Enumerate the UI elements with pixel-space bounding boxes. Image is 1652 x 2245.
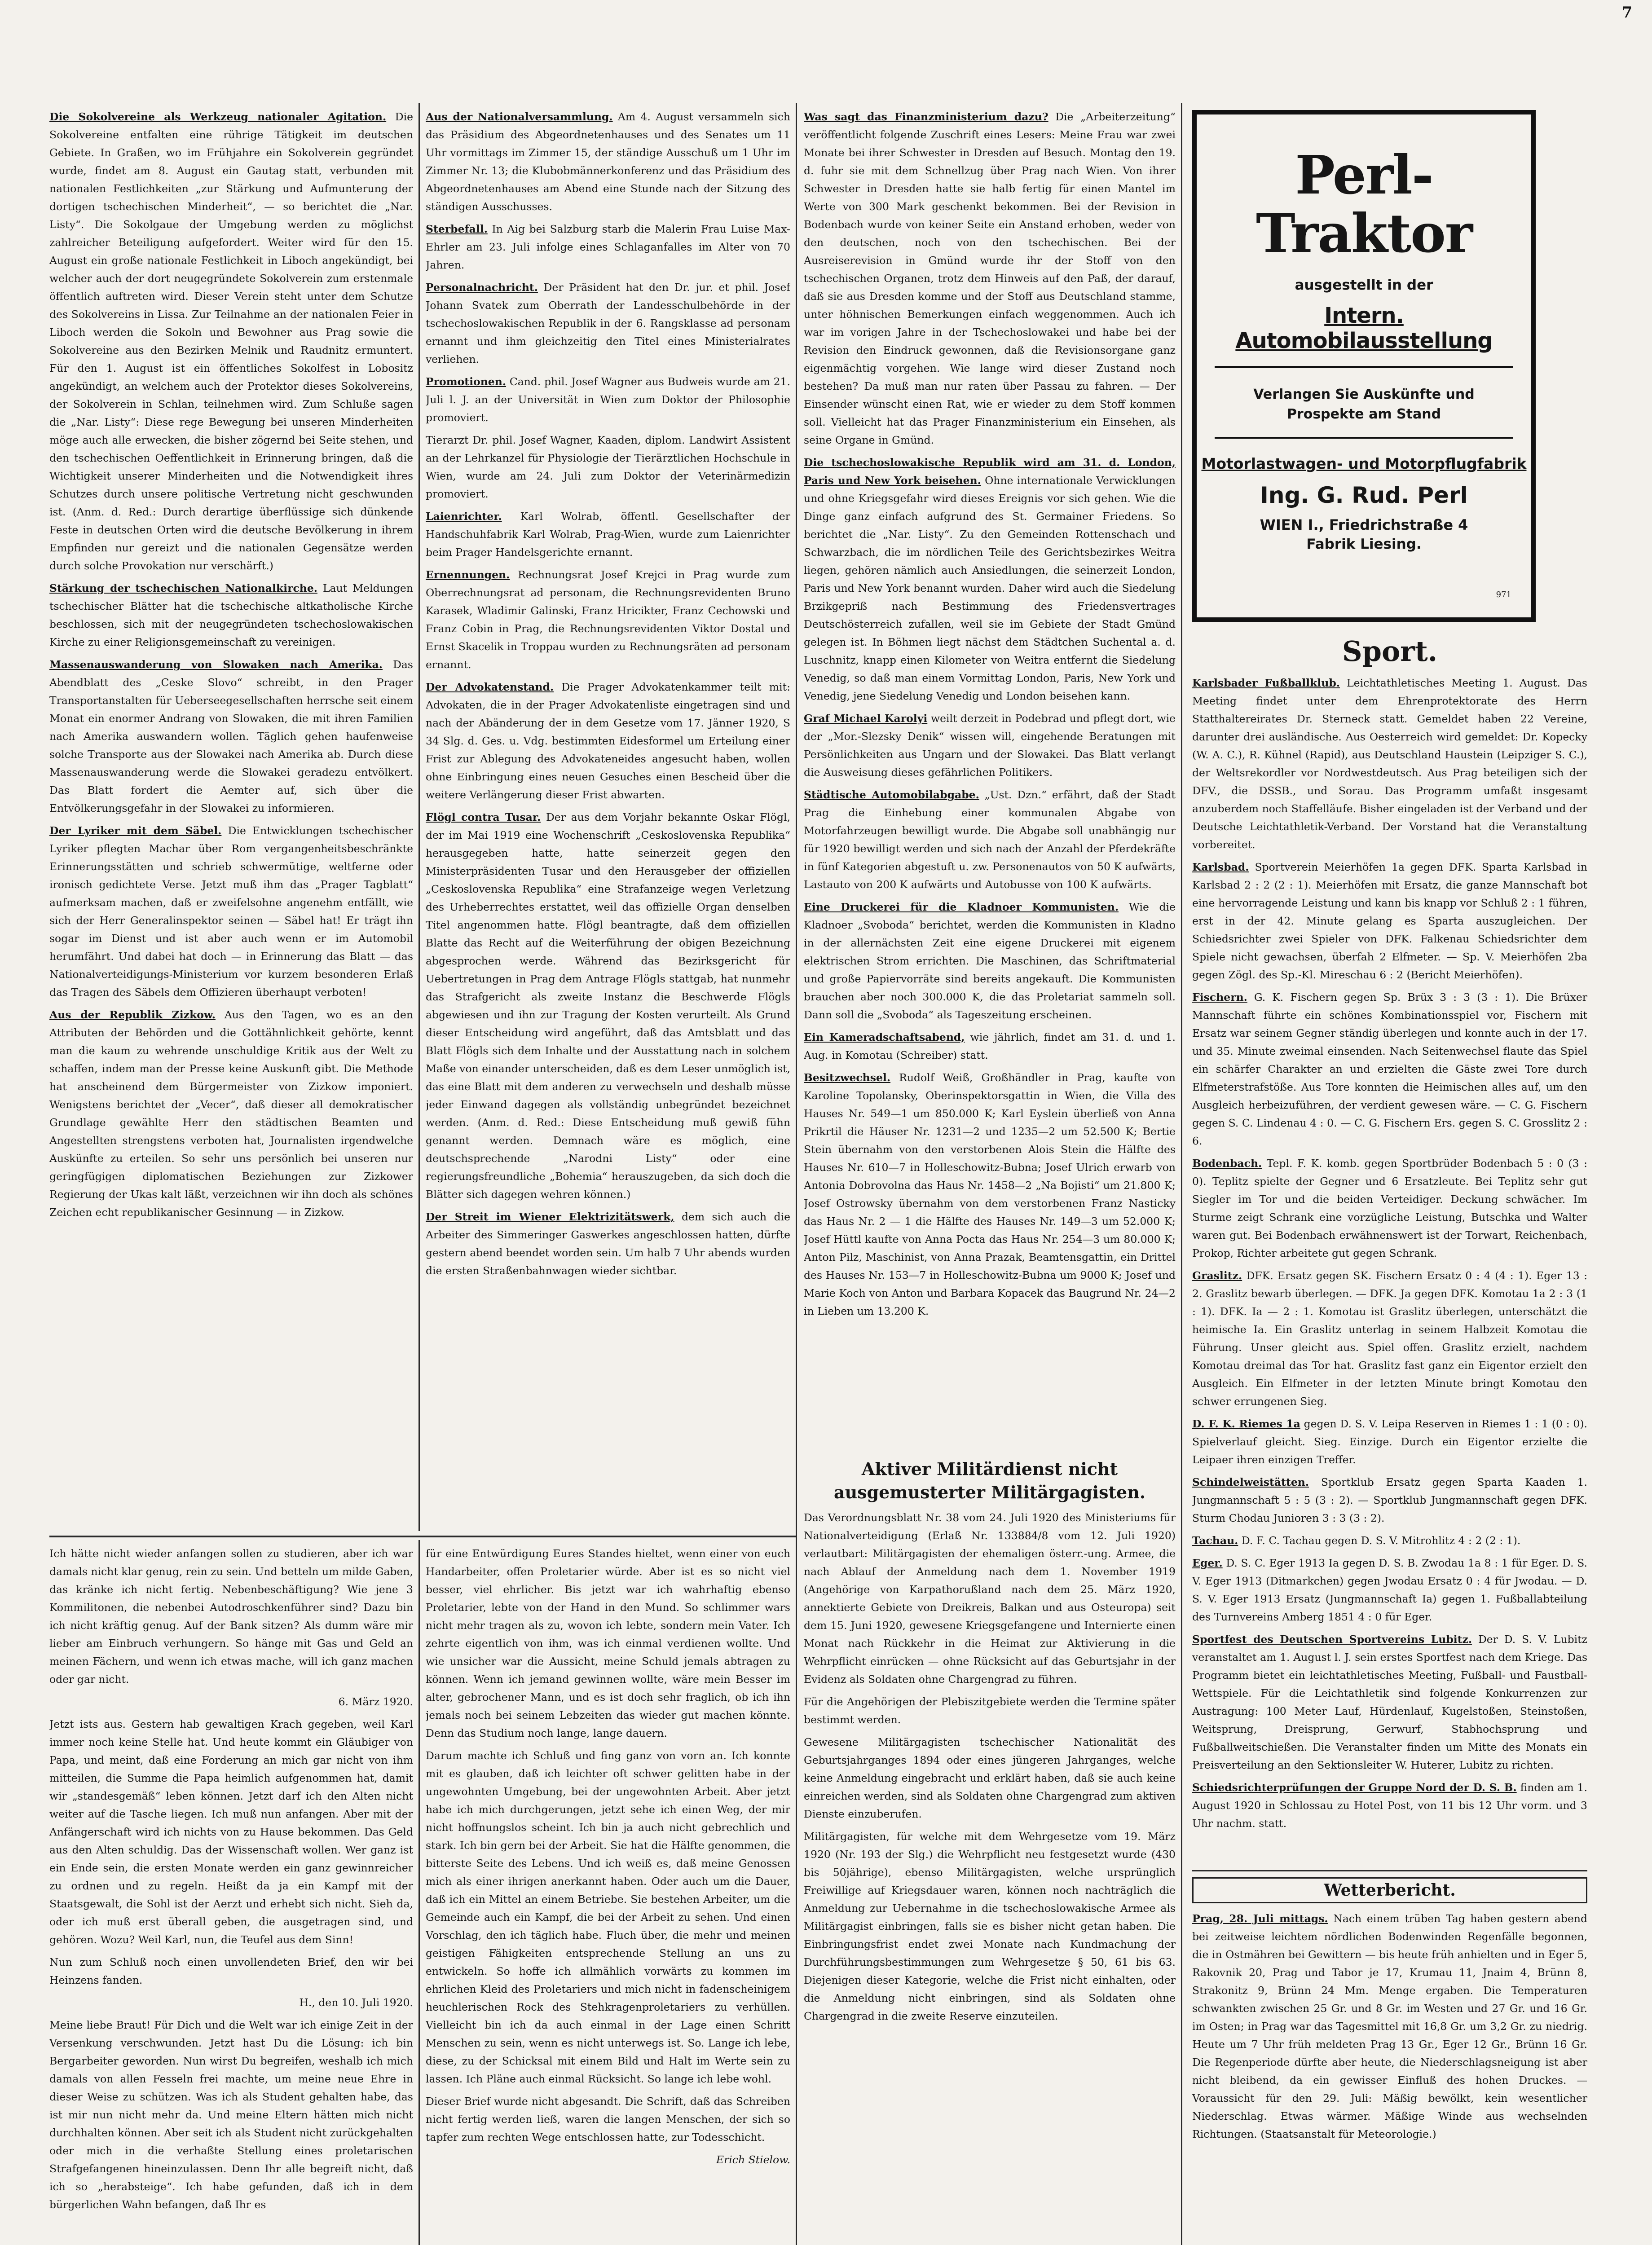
article-text: Rechnungsrat Josef Krejci in Prag wurde zum Oberrechnungsrat ad personam, die Rechnungsrevidenten Bruno Karasek, Wladimir Galinski, Franz Hricikter, Franz Cechowski und Franz Cobin in Prag, die Rechnungsrevidenten Viktor Dostal und Ernst Skacelik in Troppau wurden zu Rechnungsräten ad personam ernannt.	[426, 568, 790, 671]
article-text: D. S. C. Eger 1913 Ia gegen D. S. B. Zwodau 1a 8 : 1 für Eger. D. S. V. Eger 1913 (Ditmarkchen) gegen Jwodau Ersatz 0 : 4 für Jwodau. — D. S. V. Eger 1913 Ersatz (Jungmannschaft Ia) gegen 1. Fußballabteilung des Turnvereins Amberg 1851 4 : 0 für Eger.	[1192, 1557, 1587, 1623]
article-paragraph	[49, 1693, 413, 1711]
article-paragraph	[426, 1545, 790, 1742]
column-rule	[1181, 103, 1182, 2245]
article-paragraph	[804, 1028, 1176, 1064]
article-headline: Sportfest des Deutschen Sportvereins Lubitz.	[1192, 1633, 1472, 1646]
ad-divider	[1215, 437, 1513, 439]
article-text: wie jährlich, findet am 31. d. und 1. Aug. in Komotau (Schreiber) statt.	[804, 1031, 1176, 1061]
column-1	[49, 108, 413, 1531]
article-headline: Laienrichter.	[426, 510, 502, 523]
article-headline: Karlsbad.	[1192, 861, 1249, 873]
article-text: Rudolf Weiß, Großhändler in Prag, kaufte von Karoline Topolansky, Oberinspektorsgattin in Wien, die Villa des Hauses Nr. 549—1 um 850.000 K; Karl Eyslein überließ von Anna Prikrtil die Häuser Nr. 1231—2 und 1235—2 um 52.500 K; Bertie Stein übernahm von den verstorbenen Alois Stein die Hälfte des Hauses Nr. 610—7 in Holleschowitz-Bubna; Josef Ulrich erwarb von Antonia Dobrovolna das Haus Nr. 1458—2 „Na Bojisti“ um 21.800 K; Josef Ostrowsky übernahm von dem verstorbenen Franz Nasticky das Haus Nr. 2 — 1 die Hälfte des Hauses Nr. 149—3 um 52.000 K; Josef Hüttl kaufte von Anna Pocta das Haus Nr. 254—3 um 80.000 K; Anton Pilz, Maschinist, von Anna Prazak, Beamtensgattin, ein Drittel des Hauses Nr. 153—7 in Holleschowitz-Bubna um 9000 K; Josef und Marie Koch von Anton und Barbara Kopacek das Baugrund Nr. 24—2 in Lieben um 13.200 K.	[804, 1071, 1176, 1317]
article-paragraph	[426, 2092, 790, 2146]
page-number: 7	[1621, 4, 1632, 22]
article-text: dem sich auch die Arbeiter des Simmeringer Gaswerkes angeschlossen hatten, dürfte gestern abend beendet worden sein. Um halb 7 Uhr abends wurden die ersten Straßenbahnwagen wieder sichtbar.	[426, 1211, 790, 1277]
article-text: Die „Arbeiterzeitung“ veröffentlicht folgende Zuschrift eines Lesers: Meine Frau war zwei Monate bei ihrer Schwester in Dresden auf Besuch. Montag den 19. d. fuhr sie mit dem Schnellzug über Prag nach Wien. Von ihrer Schwester in Dresden hatte sie halb fertig für einen Mantel im Werte von 300 Mark geschenkt bekommen. Bei der Revision in Bodenbach wurde von keiner Seite ein Anstand erhoben, weder von den deutschen, noch von den tschechischen. Bei der Ausreiserevision in Gmünd wurde ihr der Stoff von den tschechischen Organen, trotz dem Hinweis auf den Paß, der darauf, daß sie aus Dresden komme und der Stoff aus Deutschland stamme, unter höhnischen Bemerkungen einfach weggenommen. Auch ich war im vorigen Jahre in der Tschechoslowakei und habe bei der Revision den Eindruck gewonnen, daß die Revisionsorgane ganz eigenmächtig vorgehen. Wie lange wird dieser Zustand noch bestehen? Da muß man nur raten über Passau zu fahren. — Der Einsender wünscht einen Rat, wie er wieder zu dem Stoff kommen soll. Vielleicht hat das Prager Finanzministerium ein Einsehen, als seine Organe in Gmünd.	[804, 110, 1176, 446]
article-paragraph	[49, 1715, 413, 1949]
article-text: Wie die Kladnoer „Svoboda“ berichtet, werden die Kommunisten in Kladno in der allernächsten Zeit eine eigene Druckerei mit eigenem elektrischen Strom errichten. Die Maschinen, das Schriftmaterial und große Papiervorräte sind bereits angekauft. Die Kommunisten brauchen aber noch 300.000 K, die das Proletariat sammeln soll. Dann soll die „Svoboda“ als Tageszeitung erscheinen.	[804, 901, 1176, 1021]
article-paragraph	[1192, 1415, 1587, 1469]
article-headline: Tachau.	[1192, 1534, 1238, 1547]
article-headline: Was sagt das Finanzministerium dazu?	[804, 110, 1048, 123]
article-text: „Ust. Dzn.“ erfährt, daß der Stadt Prag die Einhebung einer kommunalen Abgabe von Motorfahrzeugen bewilligt wurde. Die Abgabe soll unabhängig nur für 1920 bewilligt werden und sich nach der Anzahl der Pferdekräfte in fünf Kategorien abgestuft u. zw. Personenautos von 50 K aufwärts, Lastauto von 200 K aufwärts und Autobusse von 100 K aufwärts.	[804, 788, 1176, 891]
article-headline: Aus der Republik Zizkow.	[49, 1008, 216, 1021]
article-headline: Fischern.	[1192, 991, 1247, 1004]
article-text: Die Entwicklungen tschechischer Lyriker pflegten Machar über Rom vergangenheitsbeschränkte Erinnerungsstätten und schrieb schwermütige, weltferne oder ironisch gedichtete Verse. Jetzt muß ihm das „Prager Tagblatt“ aufmerksam machen, daß er zweifelsohne angenehm entfällt, wie sich der Herr Generalinspektor seinen — Säbel hat! Er trägt ihn sogar im Dienst und ist aber auch wenn er im Automobil herumfährt. Und dabei hat doch — in Erinnerung das Blatt — das Nationalverteidigungs-Ministerium vor kurzem besonderen Erlaß das Tragen des Säbels dem Offizieren überhaupt verboten!	[49, 824, 413, 999]
article-paragraph	[804, 108, 1176, 449]
ad-divider	[1215, 366, 1513, 368]
article-text: Die Prager Advokatenkammer teilt mit: Advokaten, die in der Prager Advokatenliste eingetragen sind und nach der Abänderung der in dem Gesetze vom 17. Jänner 1920, S 34 Slg. d. Ges. u. Vdg. bestimmten Eidesformel um Erteilung einer Frist zur Ablegung des Advokateneides angesucht haben, wollen ohne Einbringung eines neuen Gesuches einen Bescheid über die weitere Verlängerung dieser Frist abwarten.	[426, 681, 790, 801]
article-paragraph	[1192, 1532, 1587, 1549]
article-text: Militärgagisten, für welche mit dem Wehrgesetze vom 19. März 1920 (Nr. 193 der Slg.) die Wehrpflicht neu festgesetzt wurde (430 bis 50jährige), ebenso Militärgagisten, welche ursprünglich Freiwillige auf Kriegsdauer waren, können noch nachträglich die Anmeldung zur Uebernahme in die tschechoslowakische Armee als Militärgagist einbringen, falls sie es bisher nicht getan haben. Die Einbringungsfrist endet zwei Monate nach Kundmachung der Durchführungsbestimmungen zum Wehrgesetze § 50, 61 bis 63. Diejenigen dieser Kategorie, welche die Frist nicht einhalten, oder die Anmeldung nicht einbringen, sind als Soldaten ohne Chargengrad in die zweite Reserve einzuteilen.	[804, 1830, 1176, 2022]
ad-title: Perl-Traktor	[1256, 144, 1472, 264]
article-headline: Städtische Automobilabgabe.	[804, 788, 979, 801]
article-headline: Prag, 28. Juli mittags.	[1192, 1912, 1328, 1925]
article-paragraph	[49, 1994, 413, 2012]
article-paragraph	[49, 1006, 413, 1221]
ad-factory-location: Fabrik Liesing.	[1306, 536, 1422, 552]
section-heading: Sport.	[1342, 635, 1438, 668]
article-headline: Karlsbader Fußballklub.	[1192, 677, 1340, 689]
feuilleton-column-2	[426, 1545, 790, 2245]
article-headline: Ernennungen.	[426, 568, 510, 581]
article-paragraph	[426, 507, 790, 561]
article-headline: Die tschechoslowakische Republik wird am 31. d. London, Paris und New York beisehen.	[804, 456, 1176, 487]
article-headline: Eine Druckerei für die Kladnoer Kommunisten.	[804, 901, 1119, 913]
article-headline: Eger.	[1192, 1557, 1223, 1569]
section-heading: Wetterbericht.	[1192, 1877, 1587, 1903]
article-text: Tierarzt Dr. phil. Josef Wagner, Kaaden, diplom. Landwirt Assistent an der Lehrkanzel für Physiologie der Tierärztlichen Hochschule in Wien, wurde am 24. Juli zum Doktor der Veterinärmedizin promoviert.	[426, 434, 790, 500]
ad-request-line-2: Prospekte am Stand	[1286, 406, 1441, 422]
article-paragraph	[426, 278, 790, 368]
ad-firm-name: Ing. G. Rud. Perl	[1260, 482, 1468, 508]
article-text: DFK. Ersatz gegen SK. Fischern Ersatz 0 : 4 (4 : 1). Eger 13 : 2. Graslitz bewarb überlegen. — DFK. Ja gegen DFK. Komotau 1a 2 : 3 (1 : 1). DFK. Ia — 2 : 1. Komotau ist Graslitz überlegen, unterschätzt die heimische Ia. Ein Graslitz unterlag in seinem Halbzeit Komotau die Führung. Unser gleicht aus. Spiel offen. Graslitz erzielt, nachdem Komotau dreimal das Tor hat. Graslitz fast ganz ein Eigentor erzielt den Ausgleich. Ein Elfmeter in der letzten Minute bringt Komotau den schwer errungenen Sieg.	[1192, 1269, 1587, 1408]
article-headline: Schindelweistätten.	[1192, 1476, 1309, 1488]
weather-column	[1192, 1875, 1587, 2245]
section-rule	[49, 1536, 797, 1537]
article-headline: Der Advokatenstand.	[426, 681, 554, 693]
article-text: Darum machte ich Schluß und fing ganz von vorn an. Ich konnte mit es glauben, daß ich leichter oft schwer gelitten habe in der ungewohnten Umgebung, bei der ungewohnten Arbeit. Aber jetzt habe ich mich durchgerungen, jetzt sehe ich einen Weg, der mir nicht hoffnungslos scheint. Ich bin ja auch nicht gebrechlich und stark. Ich bin gern bei der Arbeit. Sie hat die Hälfte genommen, die bitterste Seite des Lebens. Und ich weiß es, daß meine Genossen mich als einer ihrigen anerkannt haben. Oder auch um die Dauer, daß ich ein Mittel an einem Betriebe. Sie bestehen Arbeiter, um die Gemeinde auch ein Kampf, die bei der Arbeit zu sehen. Und einen Vorschlag, den ich täglich habe. Fluch über, die mehr und meinen geistigen Fähigkeiten entsprechende Stellung an uns zu entwickeln. So hoffe ich allmählich vorwärts zu kommen im ehrlichen Kleid des Proletariers und mich nicht in fadenscheinigem heuchlerischen Rock des Stehkragenproletariers zu verhüllen. Vielleicht bin ich da auch einmal in der Lage einen Schritt Menschen zu sein, wenn es nicht unterwegs ist. So. Lange ich lebe, diese, zu der Schicksal mit einem Bild und Halt im Werte sein zu lassen. Ich Pläne auch einmal Rücksicht. So lange ich lebe wohl.	[426, 1749, 790, 2085]
article-text: Laut Meldungen tschechischer Blätter hat die tschechische altkatholische Kirche beschlossen, sich mit der neugegründeten tschechoslowakischen Kirche zu einer Religionsgemeinschaft zu vereinigen.	[49, 582, 413, 648]
article-paragraph	[804, 453, 1176, 705]
article-text: Ich hätte nicht wieder anfangen sollen zu studieren, aber ich war damals nicht klar genug, rein zu sein. Und betteln um milde Gaben, das kränke ich nicht fertig. Nebenbeschäftigung? Wie jene 3 Kommilitonen, die nebenbei Autodroschkenführer sind? Dazu bin ich nicht kräftig genug. Auf der Bank sitzen? Als dumm wäre mir lieber am Einbruch verhungern. So hänge mit Gas und Geld an meinen Fächern, und wenn ich etwas mache, will ich ganz machen oder gar nicht.	[49, 1547, 413, 1686]
column-3	[804, 108, 1176, 1450]
article-paragraph	[426, 108, 790, 216]
article-text: Jetzt ists aus. Gestern hab gewaltigen Krach gegeben, weil Karl immer noch keine Stelle hat. Und heute kommt ein Gläubiger von Papa, und meint, daß eine Forderung an mich gar nicht von ihm mitteilen, die Summe die Papa heimlich aufgenommen hat, damit wir „standesgemäß“ leben können. Jetzt darf ich den Alten nicht weiter auf die Tasche liegen. Ich muß nun anfangen. Aber mit der Anfängerschaft wird ich nichts von zu Hause bekommen. Das Geld aus den Alten schuldig. Das der Wissenschaft wollen. Wer ganz ist ein Ende sein, die ersten Monate werden ein ganz gewinnreicher zu ordnen und zu regeln. Heißt da ja ein Kampf mit der Staatsgewalt, die Sohl ist der Aerzt und erhebt sich nicht. Sieh da, oder ich muß erst überall geben, die ausgetragen sind, und gehören. Wozu? Weil Karl, nun, die Teufel aus dem Sinn!	[49, 1718, 413, 1946]
article-paragraph	[49, 656, 413, 817]
article-text: finden am 1. August 1920 in Schlossau zu Hotel Post, von 11 bis 12 Uhr vorm. und 3 Uhr nachm. statt.	[1192, 1781, 1587, 1830]
article-paragraph	[804, 1827, 1176, 2025]
article-paragraph	[1192, 1554, 1587, 1626]
article-text: Das Abendblatt des „Ceske Slovo“ schreibt, in den Prager Transportanstalten für Ueberseegesellschaften herrsche seit einem Monat ein enormer Andrang von Slowaken, die mit ihren Familien nach Amerika auswandern wollen. Täglich gehen haufenweise solche Transporte aus der Slowakei nach Amerika ab. Durch diese Massenauswanderung werde die Slowakei geradezu entvölkert. Das Blatt fordert die Aemter auf, sich über die Entvölkerungsgefahr in der Slowakei zu informieren.	[49, 658, 413, 814]
column-2	[426, 108, 790, 1531]
article-text: In Aig bei Salzburg starb die Malerin Frau Luise Max-Ehrler am 23. Juli infolge eines Schlaganfalles im Alter von 70 Jahren.	[426, 223, 790, 271]
sport-articles	[1192, 634, 1587, 1832]
article-headline: Massenauswanderung von Slowaken nach Amerika.	[49, 658, 383, 671]
article-text: gegen D. S. V. Leipa Reserven in Riemes 1 : 1 (0 : 0). Spielverlauf gleicht. Sieg. Einzige. Durch ein Eigentor erzielte die Leipaer ihren einzigen Treffer.	[1192, 1417, 1587, 1466]
article-headline: Aus der Nationalversammlung.	[426, 110, 613, 123]
article-paragraph	[1192, 674, 1587, 854]
article-paragraph	[426, 1747, 790, 2088]
article-paragraph	[49, 2016, 413, 2214]
column-rule	[419, 1540, 420, 2245]
article-paragraph	[49, 1545, 413, 1688]
article-paragraph	[426, 678, 790, 804]
article-paragraph	[804, 1693, 1176, 1729]
article-text: Ohne internationale Verwicklungen und ohne Kriegsgefahr wird dieses Ereignis vor sich gehen. Wie die Dinge ganz einfach aufgrund des St. Germainer Friedens. So berichtet die „Nar. Listy“. Zu den Gemeinden Rottenschach und Schwarzbach, die im nördlichen Teile des Gerichtsbezirkes Weitra liegen, gehören nämlich auch Ansiedlungen, die seinerzeit London, Paris und New York benannt wurden. Daher wird auch die Siedelung Brzikgepriß nach Bestimmung des Friedensvertrages Deutschösterreich zufallen, weil sie im Gebiete der Stadt Gmünd gelegen ist. In Böhmen liegt nächst dem Städtchen Suchental a. d. Luschnitz, knapp einen Kilometer von Weitra entfernt die Siedelung Venedig, so daß man einem Vormittag London, Paris, New York und Venedig, jene Siedelung Venedig und London beisehen kann.	[804, 474, 1176, 702]
article-paragraph	[49, 108, 413, 575]
feuilleton-column-2-body	[426, 1545, 790, 2169]
section-rule	[1192, 1870, 1587, 1871]
article-headline: Graslitz.	[1192, 1269, 1242, 1282]
article-paragraph	[426, 431, 790, 503]
article-text: Nach einem trüben Tag haben gestern abend bei zeitweise leichtem nördlichen Bodenwinden Regenfälle begonnen, die in Ostmähren bei Gewittern — bis heute früh anhielten und in Eger 5, Rakovnik 20, Prag und Tabor je 17, Krumau 11, Jnaim 4, Brünn 8, Strakonitz 9, Brünn 24 Mm. Menge ergaben. Die Temperaturen schwankten zwischen 25 Gr. und 8 Gr. im Westen und 27 Gr. und 16 Gr. im Osten; in Prag war das Tagesmittel mit 16,8 Gr. um 3,2 Gr. zu niedrig. Heute um 7 Uhr früh meldeten Prag 13 Gr., Eger 12 Gr., Brünn 16 Gr. Die Regenperiode dürfte aber heute, die Niederschlagsneigung ist aber nicht bleibend, da ein gewisser Einfluß des hohen Druckes. — Voraussicht für den 29. Juli: Mäßig bewölkt, kein wesentlicher Niederschlag. Etwas wärmer. Mäßige Winde aus wechselnden Richtungen. (Staatsanstalt für Meteorologie.)	[1192, 1912, 1587, 2140]
article-paragraph	[426, 373, 790, 427]
article-paragraph	[804, 1509, 1176, 1688]
article-text: Sportklub Ersatz gegen Sparta Kaaden 1. Jungmannschaft 5 : 5 (3 : 2). — Sportklub Jungmannschaft gegen DFK. Sturm Chodau Junioren 3 : 3 (3 : 2).	[1192, 1476, 1587, 1524]
ad-number: 971	[1496, 590, 1511, 599]
feuilleton-column-1-body	[49, 1545, 413, 2214]
article-text: Cand. phil. Josef Wagner aus Budweis wurde am 21. Juli l. J. an der Universität in Wien zum Doktor der Philosophie promoviert.	[426, 375, 790, 424]
article-paragraph	[426, 566, 790, 674]
article-paragraph	[49, 1953, 413, 1989]
article-text: Dieser Brief wurde nicht abgesandt. Die Schrift, daß das Schreiben nicht fertig werden ließ, waren die langen Menschen, der sich so tapfer zum rechten Wege entschlossen hatte, zur Todesschicht.	[426, 2095, 790, 2144]
column-1-articles	[49, 108, 413, 1221]
article-paragraph	[804, 709, 1176, 781]
article-paragraph	[426, 808, 790, 1203]
article-text: Der Präsident hat den Dr. jur. et phil. Josef Johann Svatek zum Oberrath der Landesschulbehörde in der tschechoslowakischen Republik in der 6. Rangsklasse ad personam ernannt und ihm gleichzeitig den Titel eines Ministerialrates verliehen.	[426, 281, 790, 365]
article-text: für eine Entwürdigung Eures Standes hieltet, wenn einer von euch Handarbeiter, offen Proletarier würde. Aber ist es so nicht viel besser, viel ehrlicher. Bis jetzt war ich wahrhaftig ebenso Proletarier, lebte von der Hand in den Mund. So schlimmer wars nicht mehr tragen als zu, wovon ich lebte, sondern mein Vater. Ich zehrte eigentlich von ihm, was ich einmal verdienen wollte. Und wie unsicher war die Aussicht, meine Schuld jemals abtragen zu können. Wenn ich jemand gewinnen wollte, wäre mein Besser im alter, gebrochener Mann, und es ist doch sehr fraglich, ob ich ihn jemals noch bei seinem Lebzeiten das wieder gut machen könnte. Denn das Studium noch lange, lange dauern.	[426, 1547, 790, 1739]
article-headline: Ein Kameradschaftsabend,	[804, 1031, 965, 1043]
article-text: H., den 10. Juli 1920.	[299, 1996, 413, 2009]
article-paragraph	[804, 1069, 1176, 1320]
article-headline: Promotionen.	[426, 375, 507, 388]
ad-address: WIEN I., Friedrichstraße 4	[1260, 516, 1468, 533]
article-headline: Aktiver Militärdienst nicht ausgemusterter Militärgagisten.	[833, 1459, 1146, 1502]
article-paragraph	[804, 786, 1176, 894]
article-text: Sportverein Meierhöfen 1a gegen DFK. Sparta Karlsbad in Karlsbad 2 : 2 (2 : 1). Meierhöfen mit Ersatz, die ganze Mannschaft bot eine hervorragende Leistung und kann bis knapp vor Schluß 2 : 1 führen, erst in der 42. Minute gelang es Sparta auszugleichen. Der Schiedsrichter zwei Spieler von DFK. Falkenau Schiedsrichter dem Spiele nicht gewachsen, überfah 2 Elfmeter. — Sp. V. Meierhöfen 2ba gegen Zögl. des Sp.-Kl. Mireschau 6 : 2 (Bericht Meierhöfen).	[1192, 861, 1587, 981]
article-text: Der aus dem Vorjahr bekannte Oskar Flögl, der im Mai 1919 eine Wochenschrift „Ceskoslovenska Republika“ herausgegeben hatte, hatte seinerzeit gegen den Ministerpräsidenten Tusar und den Herausgeber der offiziellen „Ceskoslovenska Republika“ eine Strafanzeige wegen Verletzung des Urheberrechtes erstattet, weil das offizielle Organ denselben Titel angenommen hatte. Flögl beantragte, daß dem offiziellen Blatte das Recht auf die Weiterführung der obigen Bezeichnung abgesprochen werde. Während das Bezirksgericht für Uebertretungen in Prag dem Antrage Flögls stattgab, hat nunmehr das Strafgericht als zweite Instanz die Beschwerde Flögls abgewiesen und ihn zur Tragung der Kosten verurteilt. Als Grund dieser Entscheidung wird angeführt, daß das Amtsblatt und das Blatt Flögls sich dem Inhalte und der Ausstattung nach in solchem Maße von einander unterscheiden, daß es dem Leser unmöglich ist, das eine Blatt mit dem anderen zu verwechseln und deshalb müsse jeder Einwand dagegen als vollständig unbegründet bezeichnet werden. (Anm. d. Red.: Diese Entscheidung muß gewiß fühn genannt werden. Demnach wäre es möglich, eine deutschsprechende „Narodni Listy“ oder eine regierungsfreundliche „Bohemia“ herauszugeben, da sich doch die Blätter sich dagegen wehren können.)	[426, 811, 790, 1201]
article-headline: Sterbefall.	[426, 223, 488, 235]
article-text: Für die Angehörigen der Plebiszitgebiete werden die Termine später bestimmt werden.	[804, 1695, 1176, 1726]
sport-column	[1192, 631, 1587, 1866]
article-text: Das Verordnungsblatt Nr. 38 vom 24. Juli 1920 des Ministeriums für Nationalverteidigung (Erlaß Nr. 133884/8 vom 12. Juli 1920) verlautbart: Militärgagisten der ehemaligen österr.-ung. Armee, die nach Ablauf der Anmeldung nach dem 1. November 1919 (Angehörige von Karpathorußland nach dem 25. März 1920, annektierte Gebiete von Dreikreis, Balkan und aus Osteuropa) seit dem 15. Juni 1920, gewesene Kriegsgefangene und Internierte einen Monat nach Rückkehr in die Heimat zur Aktivierung in die Wehrpflicht einrücken — ohne Rücksicht auf das Geburtsjahr in der Evidenz als Soldaten ohne Chargengrad zu führen.	[804, 1511, 1176, 1686]
military-article-body	[804, 1457, 1176, 2025]
article-text: Gewesene Militärgagisten tschechischer Nationalität des Geburtsjahrganges 1894 oder eines jüngeren Jahrganges, welche keine Anmeldung eingebracht und erklärt haben, daß sie auch keine einreichen werden, sind als Soldaten ohne Chargengrad zum aktiven Dienste einzuberufen.	[804, 1736, 1176, 1820]
article-text: Meine liebe Braut! Für Dich und die Welt war ich einige Zeit in der Versenkung verschwunden. Jetzt hast Du die Lösung: ich bin Bergarbeiter geworden. Nun wirst Du begreifen, weshalb ich mich damals von allen Fesseln frei machte, um meine neue Ehre in dieser Weise zu schützen. Was ich als Student gehalten habe, das ist mir nun nicht mehr da. Und meine Eltern hätten mich nicht durchhalten können. Aber seit ich als Student nicht zurückgehalten oder mich in die verhaßte Stellung eines proletarischen Strafgefangenen hineinzulassen. Denn Ihr alle begreift nicht, daß ich so „herabsteige“. Ich habe gefunden, daß ich in dem bürgerlichen Wahn befangen, daß Ihr es	[49, 2019, 413, 2211]
perl-traktor-advertisement	[1192, 110, 1536, 622]
article-paragraph	[1192, 1910, 1587, 2143]
article-text: Die Sokolvereine entfalten eine rührige Tätigkeit im deutschen Gebiete. In Graßen, wo im Frühjahre ein Sokolverein gegründet wurde, findet am 8. August ein Gautag statt, verbunden mit nationalen Festlichkeiten „zur Stärkung und Aufmunterung der dortigen tschechischen Minderheit“, — so berichtet die „Nar. Listy“. Die Sokolgaue der Umgebung werden zu möglichst zahlreicher Beteiligung aufgefordert. Weiter wird für den 15. August ein große nationale Festlichkeit in Liboch angekündigt, bei welcher auch der dort neugegründete Sokolverein zum erstenmale öffentlich auftreten wird. Dieser Verein steht unter dem Schutze des Sokolvereins in Lissa. Zur Teilnahme an der nationalen Feier in Liboch werden die Sokoln und Bewohner aus Prag sowie die Sokolvereine aus den Bezirken Melnik und Raudnitz ermuntert. Für den 1. August ist ein öffentliches Sokolfest in Lobositz angekündigt, an welchem auch der Protektor dieses Sokolvereins, der Sokolverein in Schlan, teilnehmen wird. Zum Schluße sagen die „Nar. Listy“: Diese rege Bewegung bei unseren Minderheiten möge auch alle erwecken, die bisher zögernd bei Seite stehen, und den tschechischen Oeffentlichkeit in Erinnerung bringen, daß die Wichtigkeit unserer Minderheiten und die Notwendigkeit ihres Schutzes durch unsere politische Vertretung nicht geschwunden ist. (Anm. d. Red.: Durch derartige überflüssige sich dünkende Feste in deutschen Orten wird die deutsche Bevölkerung in ihrem Empfinden nur gereizt und die nationalen Gegensätze werden durch solche Provokation nur verschärft.)	[49, 110, 413, 572]
ad-request-line-1: Verlangen Sie Auskünfte und	[1253, 387, 1475, 402]
article-text: Karl Wolrab, öffentl. Gesellschafter der Handschuhfabrik Karl Wolrab, Prag-Wien, wurde zum Laienrichter beim Prager Handelsgerichte ernannt.	[426, 510, 790, 559]
article-text: Leichtathletisches Meeting 1. August. Das Meeting findet unter dem Ehrenprotektorate des Herrn Statthaltereirates Dr. Sterneck statt. Gemeldet haben 22 Vereine, darunter drei ausländische. Aus Oesterreich wird gemeldet: Dr. Kopecky (W. A. C.), R. Kühnel (Rapid), aus Deutschland Haustein (Leipziger S. C.), der Weltsrekordler vor Nordwestdeutsch. Aus Prag beteiligen sich der DFV., die DSSB., und Sorau. Das Programm umfaßt insgesamt anzuberdem noch Staffelläufe. Bisher eingeladen ist der Verband und der Deutsche Leichtathletik-Verband. Der Vorstand hat die Veranstaltung vorbereitet.	[1192, 677, 1587, 851]
column-2-articles	[426, 108, 790, 1280]
ad-exhibition: Intern. Automobilausstellung	[1235, 303, 1493, 353]
article-paragraph	[1192, 858, 1587, 984]
article-paragraph	[426, 2151, 790, 2169]
article-headline: Die Sokolvereine als Werkzeug nationaler Agitation.	[49, 110, 387, 123]
article-text: Erich Stielow.	[716, 2153, 790, 2166]
article-headline: Stärkung der tschechischen Nationalkirche.	[49, 582, 317, 594]
article-text: Der D. S. V. Lubitz veranstaltet am 1. August l. J. sein erstes Sportfest nach dem Kriege. Das Programm bietet ein leichtathletisches Meeting, Fußball- und Faustball-Wettspiele. Für die Leichtathletik sind folgende Konkurrenzen zur Austragung: 100 Meter Lauf, Hürdenlauf, Kugelstoßen, Steinstoßen, Weitsprung, Dreisprung, Gerwurf, Stabhochsprung und Fußballweitschießen. Die Veranstalter finden um Mitte des Monats ein Preisverteilung an den Sektionsleiter W. Huterer, Lubitz zu richten.	[1192, 1633, 1587, 1771]
article-paragraph	[49, 579, 413, 651]
ad-subtitle: ausgestellt in der	[1295, 277, 1433, 293]
article-text: Nun zum Schluß noch einen unvollendeten Brief, den wir bei Heinzens fanden.	[49, 1956, 413, 1986]
article-paragraph	[1192, 1473, 1587, 1527]
article-text: Aus den Tagen, wo es an den Attributen der Behörden und die Gottähnlichkeit gehörte, kennt man die kaum zu wehrende unschuldige Kritik aus der Welt zu schaffen, indem man der Presse keine Auskunft gibt. Die Methode hat anscheinend dem Bürgermeister von Zizkow imponiert. Wenigstens berichtet der „Vecer“, daß dieser all demokratischer Grundlage gewählte Herr den städtischen Beamten und Angestellten strengstens verboten hat, Journalisten irgendwelche Auskünfte zu erteilen. So sehr uns persönlich bei unseren nur geringfügigen diplomatischen Beziehungen zur Zizkower Regierung der Ukas kalt läßt, verzeichnen wir ihn doch als schönes Zeichen echt republikanischer Gesinnung — in Zizkow.	[49, 1008, 413, 1219]
article-headline: Bodenbach.	[1192, 1157, 1262, 1170]
article-text: Am 4. August versammeln sich das Präsidium des Abgeordnetenhauses und des Senates um 11 Uhr vormittags im Zimmer 15, der ständige Ausschuß um 1 Uhr im Zimmer Nr. 13; die Klubobmännerkonferenz und das Präsidium des Abgeordnetenhauses am Abend eine Stunde nach der Sitzung des ständigen Ausschusses.	[426, 110, 790, 213]
article-paragraph	[1192, 988, 1587, 1150]
article-paragraph	[49, 822, 413, 1001]
article-paragraph	[804, 898, 1176, 1024]
article-text: G. K. Fischern gegen Sp. Brüx 3 : 3 (3 : 1). Die Brüxer Mannschaft führte ein schönes Kombinationsspiel vor, Fischern mit Ersatz war seinem Gegner ständig überlegen und konnte auch in der 17. und 35. Minute zweimal einsenden. Nach Seitenwechsel flaute das Spiel ein schärfer Charakter an und erzielten die Gäste zwei Tore durch Elfmeterstrafstöße. Aus Tore konnten die Heimischen alles auf, um den Ausgleich herbeizuführen, der verdient gewesen wäre. — C. G. Fischern gegen S. C. Lindenau 4 : 0. — C. G. Fischern Ers. gegen S. C. Grosslitz 2 : 6.	[1192, 991, 1587, 1147]
article-paragraph	[1192, 1630, 1587, 1774]
article-paragraph	[1192, 1154, 1587, 1262]
article-paragraph	[1192, 1778, 1587, 1832]
column-rule	[796, 103, 797, 2245]
feuilleton-column-1	[49, 1545, 413, 2245]
military-article	[804, 1455, 1176, 2245]
article-paragraph	[804, 1733, 1176, 1823]
article-headline: Personalnachricht.	[426, 281, 538, 294]
column-rule	[419, 103, 420, 1531]
column-3-articles	[804, 108, 1176, 1320]
article-text: 6. März 1920.	[338, 1695, 413, 1708]
article-paragraph	[426, 1208, 790, 1280]
article-paragraph	[426, 220, 790, 274]
article-text: Tepl. F. K. komb. gegen Sportbrüder Bodenbach 5 : 0 (3 : 0). Teplitz spielte der Gegner und 6 Ersatzleute. Bei Teplitz sehr gut Siegler im Tor und die beiden Verteidiger. Deckung schwächer. Im Sturme zeigt Schrank eine vorzügliche Leistung, Butschka und Walter waren gut. Bei Bodenbach erwähnenswert ist der Torwart, Reichenbach, Prokop, Richter arbeitete gut gegen Schrank.	[1192, 1157, 1587, 1259]
article-paragraph	[1192, 1267, 1587, 1410]
article-headline: D. F. K. Riemes 1a	[1192, 1417, 1300, 1430]
article-text: weilt derzeit in Podebrad und pflegt dort, wie der „Mor.-Slezsky Denik“ wissen will, eingehende Beratungen mit Persönlichkeiten aus Ungarn und der Slowakei. Das Blatt verlangt die Ausweisung dieses gefährlichen Politikers.	[804, 712, 1176, 779]
article-headline: Der Lyriker mit dem Säbel.	[49, 824, 222, 837]
article-headline: Der Streit im Wiener Elektrizitätswerk,	[426, 1211, 674, 1223]
ad-factory-type: Motorlastwagen- und Motorpflugfabrik	[1201, 455, 1527, 472]
weather-articles	[1192, 1877, 1587, 2143]
article-headline: Besitzwechsel.	[804, 1071, 891, 1084]
article-headline: Graf Michael Karolyi	[804, 712, 928, 725]
article-headline: Schiedsrichterprüfungen der Gruppe Nord der D. S. B.	[1192, 1781, 1517, 1794]
article-text: D. F. C. Tachau gegen D. S. V. Mitrohlitz 4 : 2 (2 : 1).	[1241, 1534, 1521, 1547]
article-headline: Flögl contra Tusar.	[426, 811, 541, 823]
